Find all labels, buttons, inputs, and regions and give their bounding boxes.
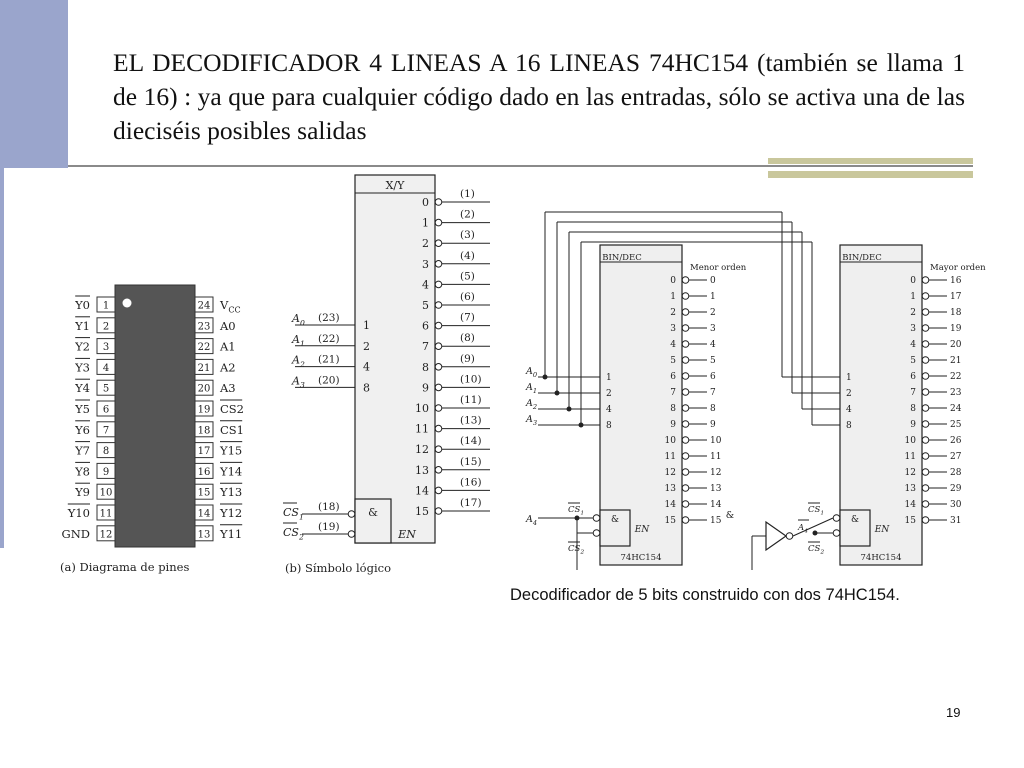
- title-underline: [68, 165, 973, 167]
- output-bubble: [435, 508, 442, 515]
- chip-part-label: 74HC154: [860, 553, 902, 563]
- output-number: 14: [415, 484, 429, 498]
- output-bubble: [435, 261, 442, 268]
- left-pin-number: 2: [102, 321, 110, 333]
- chip-output-number: 15: [904, 516, 916, 526]
- output-pin: (11): [460, 394, 482, 406]
- right-pin-name: CS1: [220, 422, 244, 437]
- chip-output-label: 11: [710, 452, 722, 462]
- right-pin-number: 16: [197, 466, 211, 478]
- right-pin-number: 13: [197, 529, 211, 541]
- left-pin-number: 8: [102, 446, 110, 458]
- right-pin-name: Y12: [220, 506, 243, 520]
- left-pin-name: Y4: [75, 381, 90, 396]
- inverter: [766, 522, 786, 550]
- output-bubble: [435, 405, 442, 412]
- output-number: 4: [422, 278, 429, 292]
- chip-output-label: 2: [710, 308, 716, 318]
- chip-output-label: 25: [950, 420, 962, 430]
- chip-output-label: 10: [710, 436, 722, 446]
- right-pin-name: Y15: [220, 443, 243, 458]
- chip-output-label: 1: [710, 292, 716, 302]
- input-name: $A_3$: [292, 374, 305, 390]
- output-pin: (15): [460, 455, 482, 468]
- pin-diagram: [55, 280, 255, 580]
- chip-output-bubble: [682, 309, 689, 316]
- left-pin-name: Y9: [75, 485, 90, 500]
- logic-symbol-caption: (b) Símbolo lógico: [285, 561, 391, 575]
- chip-output-label: 27: [950, 452, 962, 462]
- left-pin-number: 12: [99, 529, 113, 541]
- right-pin-number: 20: [197, 383, 211, 395]
- output-bubble: [435, 199, 442, 206]
- chip-output-number: 3: [670, 324, 676, 334]
- chip-part-label: 74HC154: [620, 553, 662, 563]
- chip-output-bubble: [682, 469, 689, 476]
- left-pin-name: Y2: [75, 339, 90, 354]
- left-pin-number: 5: [102, 383, 110, 395]
- output-bubble: [435, 487, 442, 494]
- enable-name: $CS_1$: [283, 506, 304, 522]
- chip-enable-bubble: [593, 515, 600, 522]
- chip-output-label: 18: [950, 308, 962, 318]
- chip-output-bubble: [682, 405, 689, 412]
- chip-output-label: 30: [950, 500, 962, 510]
- input-pin: (21): [318, 353, 340, 366]
- chip-output-number: 9: [670, 420, 676, 430]
- left-pin-number: 11: [99, 508, 113, 520]
- left-thin-bar: [0, 168, 4, 548]
- right-pin-number: 17: [197, 446, 211, 458]
- output-pin: (10): [460, 373, 482, 386]
- chip-output-bubble: [922, 517, 929, 524]
- right-pin-number: 15: [197, 487, 211, 499]
- chip-output-number: 3: [910, 324, 916, 334]
- chip-output-label: 17: [950, 292, 962, 302]
- chip-output-number: 5: [670, 356, 676, 366]
- right-accent-bar-lower: [768, 171, 973, 178]
- chip-output-bubble: [922, 389, 929, 396]
- chip-output-number: 15: [664, 516, 676, 526]
- output-number: 9: [422, 381, 429, 395]
- left-pin-name: Y10: [67, 506, 90, 520]
- chip-output-label: 0: [710, 276, 716, 286]
- chip-output-number: 13: [904, 484, 916, 494]
- chip-output-number: 4: [910, 340, 916, 350]
- output-number: 2: [422, 237, 429, 251]
- chip-output-number: 6: [910, 372, 916, 382]
- input-pin: (22): [318, 332, 340, 345]
- chip-output-number: 1: [910, 292, 916, 302]
- chip-and-label: &: [850, 515, 860, 525]
- input-name: $A_0$: [292, 312, 305, 328]
- output-bubble: [435, 322, 442, 329]
- left-pin-number: 1: [102, 300, 110, 312]
- right-pin-number: 24: [197, 300, 211, 312]
- chip-output-number: 0: [910, 276, 916, 286]
- chip-output-number: 5: [910, 356, 916, 366]
- input-name: $A_2$: [292, 353, 305, 369]
- chip-output-bubble: [922, 341, 929, 348]
- chip-cs-label: $CS_1$: [808, 505, 825, 517]
- chip-output-label: 20: [950, 340, 962, 350]
- output-pin: (16): [460, 476, 482, 489]
- chip-output-label: 6: [710, 372, 716, 382]
- input-weight: 4: [363, 360, 370, 374]
- chip-header: BIN/DEC: [842, 253, 882, 263]
- chip-output-bubble: [682, 293, 689, 300]
- chip-output-bubble: [922, 277, 929, 284]
- input-weight: 1: [363, 319, 370, 332]
- left-pin-name: GND: [61, 526, 90, 541]
- output-number: 12: [415, 443, 429, 457]
- input-pin: (20): [318, 374, 340, 387]
- output-pin: (5): [460, 270, 475, 283]
- chip-output-bubble: [922, 437, 929, 444]
- chip-output-label: 16: [950, 276, 962, 286]
- chip-input-weight: 8: [846, 421, 852, 431]
- chip-input-weight: 2: [606, 389, 612, 399]
- left-pin-name: Y7: [75, 443, 90, 458]
- chip-output-number: 12: [664, 468, 676, 478]
- chip-input-weight: 1: [846, 373, 852, 383]
- output-pin: (4): [460, 249, 475, 262]
- output-pin: (9): [460, 352, 475, 365]
- output-pin: (8): [460, 332, 475, 345]
- chip-input-weight: 8: [606, 421, 612, 431]
- slide-title: EL DECODIFICADOR 4 LINEAS A 16 LINEAS 74HC154 (también se llama 1 de 16) : ya que para cualquier código dado en las entradas, sólo se activa una de las dieciséis posibles salidas: [113, 48, 965, 145]
- chip-output-bubble: [922, 325, 929, 332]
- en-label: EN: [398, 528, 416, 541]
- right-accent-bar: [768, 158, 973, 164]
- chip-input-weight: 4: [846, 405, 852, 415]
- chip-output-number: 10: [904, 436, 916, 446]
- chip-output-number: 0: [670, 276, 676, 286]
- a4-input-name: $A_4$: [526, 514, 538, 527]
- chip-and-label: &: [610, 515, 620, 525]
- cascade-and-symbol: &: [725, 510, 735, 521]
- chip-en-label: EN: [874, 525, 890, 535]
- left-pin-name: Y0: [75, 298, 90, 312]
- output-number: 7: [422, 340, 429, 354]
- left-pin-number: 3: [102, 342, 110, 354]
- output-number: 11: [415, 422, 429, 436]
- output-pin: (3): [460, 229, 475, 242]
- output-number: 10: [415, 402, 429, 415]
- output-number: 0: [422, 196, 429, 209]
- enable-pin: (19): [318, 521, 340, 533]
- enable-bubble: [348, 511, 355, 518]
- left-pin-number: 10: [99, 487, 113, 499]
- chip-output-number: 14: [664, 500, 676, 510]
- chip-output-label: 29: [950, 484, 962, 494]
- cascade-input-name: $A_2$: [526, 398, 538, 411]
- chip-output-label: 13: [710, 484, 722, 494]
- output-pin: (2): [460, 208, 475, 221]
- left-pin-number: 9: [102, 466, 110, 478]
- output-bubble: [435, 467, 442, 474]
- output-bubble: [435, 425, 442, 432]
- chip-output-bubble: [922, 485, 929, 492]
- output-pin: (14): [460, 435, 482, 448]
- chip-output-bubble: [682, 421, 689, 428]
- chip-output-number: 11: [904, 452, 916, 462]
- a4-bar-label: $A_4$: [798, 523, 808, 535]
- chip-output-bubble: [682, 501, 689, 508]
- left-pin-name: Y8: [75, 464, 90, 479]
- left-pin-name: Y1: [75, 318, 90, 333]
- chip-output-number: 6: [670, 372, 676, 382]
- output-pin: (1): [460, 188, 475, 200]
- right-pin-name: $V_{CC}$: [220, 298, 241, 315]
- cascade-input-name: $A_1$: [526, 382, 538, 395]
- enable-pin: (18): [318, 501, 340, 513]
- chip-output-number: 7: [910, 388, 916, 398]
- inverter-bubble: [786, 533, 793, 540]
- output-number: 13: [415, 463, 429, 477]
- right-pin-number: 14: [197, 508, 211, 520]
- left-pin-name: Y3: [75, 360, 90, 375]
- right-pin-name: A0: [220, 318, 236, 333]
- right-pin-number: 19: [197, 404, 211, 416]
- chip-output-label: 28: [950, 468, 962, 478]
- chip-output-label: 5: [710, 356, 716, 366]
- chip-order-label: Menor orden: [690, 263, 747, 273]
- output-number: 3: [422, 257, 429, 271]
- chip-output-bubble: [682, 341, 689, 348]
- chip-output-label: 15: [710, 516, 722, 526]
- left-pin-name: Y5: [75, 402, 90, 416]
- output-number: 15: [415, 505, 429, 518]
- chip-en-label: EN: [634, 525, 650, 535]
- chip-cs-label: $CS_1$: [568, 505, 585, 517]
- chip-enable-bubble: [833, 515, 840, 522]
- chip-output-number: 14: [904, 500, 916, 510]
- output-number: 6: [422, 319, 429, 333]
- chip-output-label: 19: [950, 324, 962, 334]
- chip-output-bubble: [682, 389, 689, 396]
- output-number: 5: [422, 299, 429, 312]
- output-bubble: [435, 281, 442, 288]
- chip-output-bubble: [922, 501, 929, 508]
- output-pin: (17): [460, 497, 482, 509]
- cascade-decoder: [520, 200, 1020, 575]
- chip-output-bubble: [922, 469, 929, 476]
- chip-output-bubble: [922, 357, 929, 364]
- right-pin-name: A2: [220, 360, 236, 375]
- chip-order-label: Mayor orden: [930, 263, 986, 273]
- decoder-header: X/Y: [385, 179, 405, 192]
- output-bubble: [435, 446, 442, 453]
- chip-output-label: 26: [950, 436, 962, 446]
- output-number: 1: [422, 216, 429, 230]
- input-pin: (23): [318, 312, 340, 324]
- chip-output-label: 12: [710, 468, 722, 478]
- chip-output-bubble: [922, 405, 929, 412]
- output-bubble: [435, 364, 442, 371]
- right-pin-name: Y11: [220, 526, 243, 541]
- chip-output-label: 8: [710, 404, 716, 414]
- chip-output-bubble: [922, 373, 929, 380]
- right-pin-number: 21: [197, 362, 211, 374]
- output-pin: (6): [460, 291, 475, 303]
- cascade-input-name: $A_0$: [526, 366, 538, 379]
- chip-output-number: 8: [670, 404, 676, 414]
- chip-cs-label: $CS_2$: [808, 544, 825, 556]
- chip-output-bubble: [922, 421, 929, 428]
- left-accent-bar: [0, 0, 68, 168]
- chip-output-bubble: [682, 373, 689, 380]
- chip-output-bubble: [682, 325, 689, 332]
- enable-bubble: [348, 531, 355, 538]
- chip-output-label: 31: [950, 516, 962, 526]
- chip-output-bubble: [922, 293, 929, 300]
- output-pin: (13): [460, 414, 482, 427]
- chip-output-number: 9: [910, 420, 916, 430]
- left-pin-name: Y6: [75, 422, 90, 437]
- chip-output-bubble: [922, 309, 929, 316]
- chip-output-bubble: [682, 437, 689, 444]
- chip-output-bubble: [922, 453, 929, 460]
- chip-output-label: 7: [710, 388, 716, 398]
- logic-symbol: [280, 168, 490, 578]
- chip-output-number: 7: [670, 388, 676, 398]
- chip-output-label: 23: [950, 388, 962, 398]
- output-pin: (7): [460, 311, 475, 324]
- chip-output-label: 21: [950, 356, 962, 366]
- chip-output-label: 9: [710, 420, 716, 430]
- right-pin-number: 18: [197, 425, 211, 437]
- chip-output-number: 4: [670, 340, 676, 350]
- chip-output-number: 13: [664, 484, 676, 494]
- output-bubble: [435, 302, 442, 309]
- output-bubble: [435, 219, 442, 226]
- right-pin-number: 23: [197, 321, 211, 333]
- right-pin-name: A3: [220, 381, 236, 396]
- chip-input-weight: 1: [606, 373, 612, 383]
- output-bubble: [435, 343, 442, 350]
- slide-number: 19: [946, 705, 961, 720]
- enable-name: $CS_2$: [283, 526, 304, 542]
- right-pin-name: CS2: [220, 402, 244, 416]
- chip-output-label: 4: [710, 340, 716, 350]
- chip-output-number: 11: [664, 452, 676, 462]
- input-weight: 2: [363, 339, 370, 353]
- chip-enable-bubble: [833, 530, 840, 537]
- ic-body: [115, 285, 195, 547]
- chip-output-label: 22: [950, 372, 962, 382]
- left-pin-number: 7: [102, 425, 110, 437]
- chip-output-label: 24: [950, 404, 962, 414]
- chip-output-label: 14: [710, 500, 722, 510]
- cascade-caption: Decodificador de 5 bits construido con dos 74HC154.: [510, 586, 900, 604]
- cascade-input-name: $A_3$: [526, 414, 538, 427]
- pin1-marker: [123, 299, 132, 308]
- chip-header: BIN/DEC: [602, 253, 642, 263]
- chip-output-number: 2: [670, 308, 676, 318]
- right-pin-name: Y14: [220, 464, 243, 479]
- chip-output-number: 1: [670, 292, 676, 302]
- output-bubble: [435, 384, 442, 391]
- output-number: 8: [422, 360, 429, 374]
- chip-output-number: 12: [904, 468, 916, 478]
- chip-enable-bubble: [593, 530, 600, 537]
- left-pin-number: 6: [102, 404, 110, 416]
- and-label: &: [368, 506, 378, 519]
- input-weight: 8: [363, 381, 370, 395]
- chip-output-bubble: [682, 357, 689, 364]
- chip-output-bubble: [682, 277, 689, 284]
- left-pin-number: 4: [102, 362, 110, 374]
- chip-output-bubble: [682, 485, 689, 492]
- chip-output-number: 8: [910, 404, 916, 414]
- chip-cs-label: $CS_2$: [568, 544, 585, 556]
- chip-output-label: 3: [710, 324, 716, 334]
- pin-diagram-caption: (a) Diagrama de pines: [60, 560, 190, 574]
- chip-output-number: 10: [664, 436, 676, 446]
- chip-output-bubble: [682, 517, 689, 524]
- chip-output-number: 2: [910, 308, 916, 318]
- chip-input-weight: 2: [846, 389, 852, 399]
- right-pin-number: 22: [197, 342, 211, 354]
- output-bubble: [435, 240, 442, 247]
- chip-output-bubble: [682, 453, 689, 460]
- right-pin-name: A1: [220, 339, 236, 354]
- right-pin-name: Y13: [220, 485, 243, 500]
- chip-input-weight: 4: [606, 405, 612, 415]
- input-name: $A_1$: [292, 332, 305, 349]
